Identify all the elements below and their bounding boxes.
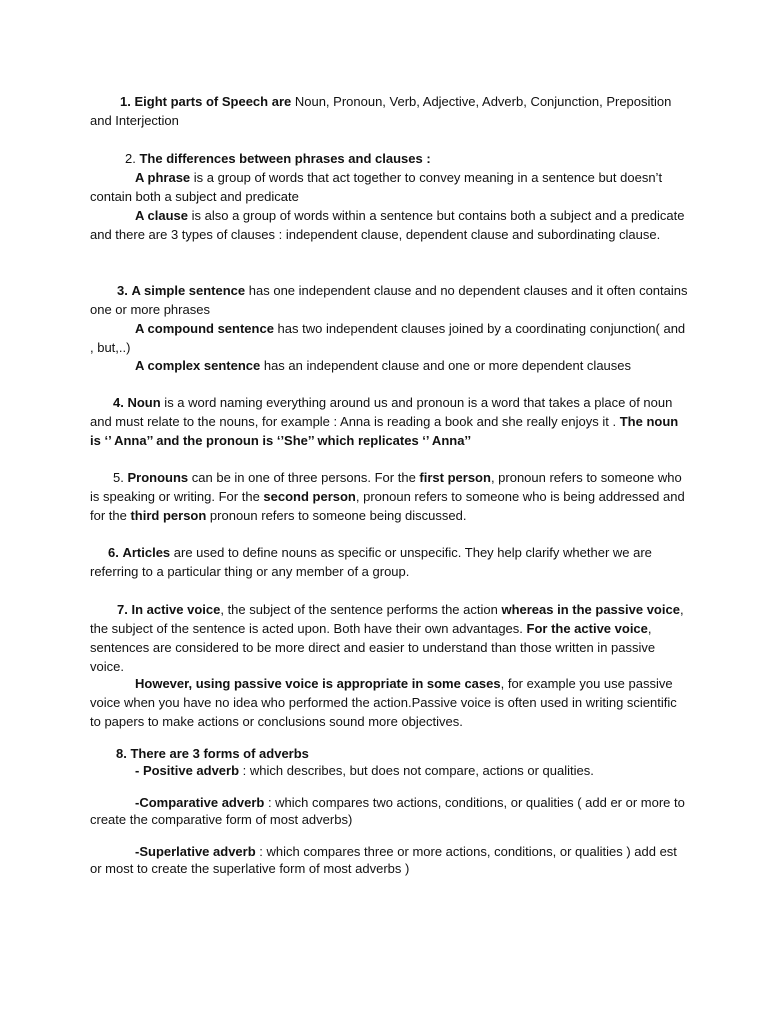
voice-text-2: , the subject of the sentence is acted upon. Both have their own advantages. [90, 602, 684, 636]
superlative-adverb-paragraph [90, 843, 690, 877]
complex-sentence-term: A complex sentence [135, 358, 261, 373]
noun-term: Noun [127, 395, 161, 410]
item-6-number: 6. [108, 545, 119, 560]
complex-sentence-text: has an independent clause and one or more dependent clauses [260, 358, 632, 373]
clause-text: is also a group of words within a sentence but contains both a subject and a predicate and there are 3 types of clauses : independent clause, dependent clause and subordinating clause. [90, 208, 685, 242]
item-3-number: 3. [117, 283, 128, 298]
positive-adverb-text: : which describes, but does not compare, actions or qualities. [239, 763, 594, 778]
item-2-phrase-paragraph [90, 168, 690, 206]
item-2-dot: . [132, 151, 136, 166]
noun-example-bold: The noun is ‘’ Anna’’ and the pronoun is ‘’She’’ which replicates ‘’ Anna’’ [90, 414, 679, 448]
active-voice-bold: For the active voice [526, 621, 648, 636]
comparative-adverb-paragraph [90, 794, 690, 828]
compound-sentence-term: A compound sentence [135, 321, 274, 336]
item-1-lead: Eight parts of Speech are [134, 94, 292, 109]
item-3-complex-paragraph [90, 356, 690, 375]
simple-sentence-text: has one independent clause and no dependent clauses and it often contains one or more phrases [90, 283, 688, 317]
pronouns-text-2: , pronoun refers to someone who is speaking or writing. For the [90, 470, 682, 504]
item-2-clause-paragraph [90, 206, 690, 244]
item-2-number: 2 [125, 151, 133, 166]
positive-adverb-line [135, 762, 594, 779]
voice-text-1: , the subject of the sentence performs the action [220, 602, 502, 617]
item-4-number: 4. [113, 395, 124, 410]
item-2-heading: The differences between phrases and clauses : [139, 151, 431, 166]
however-bold: However, using passive voice is appropriate in some cases [135, 676, 501, 691]
item-7-lead: 7. In active voice [117, 602, 221, 617]
item-1-text: Noun, Pronoun, Verb, Adjective, Adverb, Conjunction, Preposition and Interjection [90, 94, 672, 128]
phrase-term: A phrase [135, 170, 191, 185]
first-person-term: first person [419, 470, 491, 485]
positive-adverb-term: - Positive adverb [135, 763, 240, 778]
item-6-paragraph [90, 543, 690, 581]
articles-term: Articles [122, 545, 171, 560]
superlative-adverb-text: : which compares three or more actions, conditions, or qualities ) add est or most to create the superlative form of most adverbs ) [90, 844, 677, 876]
item-3-compound-paragraph [90, 319, 690, 357]
item-1-paragraph [90, 92, 690, 130]
item-2-heading-line [125, 149, 431, 168]
simple-sentence-term: A simple sentence [131, 283, 246, 298]
comparative-adverb-text: : which compares two actions, conditions, or qualities ( add er or more to create the comparative form of most adverbs) [90, 795, 685, 827]
pronouns-text-4: pronoun refers to someone being discussed. [206, 508, 467, 523]
voice-text-4: , for example you use passive voice when you have no idea who performed the action.Passive voice is often used in writing scientific to papers to make actions or conclusions sound more objectives. [90, 676, 677, 729]
passive-voice-bold: whereas in the passive voice [501, 602, 680, 617]
item-5-dot: . [120, 470, 124, 485]
noun-text: is a word naming everything around us and pronoun is a word that takes a place of noun and must relate to the nouns, for example : Anna is reading a book and she really enjoys it . [90, 395, 673, 429]
compound-sentence-text: has two independent clauses joined by a coordinating conjunction( and , but,..) [90, 321, 686, 355]
comparative-adverb-term: -Comparative adverb [135, 795, 265, 810]
second-person-term: second person [263, 489, 356, 504]
item-5-paragraph [90, 468, 690, 525]
voice-text-3: , sentences are considered to be more direct and easier to understand than those written in passive voice. [90, 621, 656, 674]
item-1-number: 1. [120, 94, 131, 109]
adverbs-heading: 8. There are 3 forms of adverbs [116, 746, 309, 761]
item-8-heading [116, 745, 309, 762]
pronouns-text-3: , pronoun refers to someone who is being addressed and for the [90, 489, 685, 523]
pronouns-text-1: can be in one of three persons. For the [188, 470, 420, 485]
third-person-term: third person [130, 508, 207, 523]
superlative-adverb-term: -Superlative adverb [135, 844, 256, 859]
item-3-simple-paragraph [90, 281, 690, 319]
item-4-paragraph [90, 393, 690, 450]
clause-term: A clause [135, 208, 188, 223]
articles-text: are used to define nouns as specific or unspecific. They help clarify whether we are referring to a particular thing or any member of a group. [90, 545, 652, 579]
item-7-however-paragraph [90, 674, 690, 731]
pronouns-term: Pronouns [127, 470, 189, 485]
item-5-number: 5 [113, 470, 121, 485]
phrase-text: is a group of words that act together to convey meaning in a sentence but doesn’t contain both a subject and predicate [90, 170, 663, 204]
item-7-paragraph [90, 600, 690, 676]
